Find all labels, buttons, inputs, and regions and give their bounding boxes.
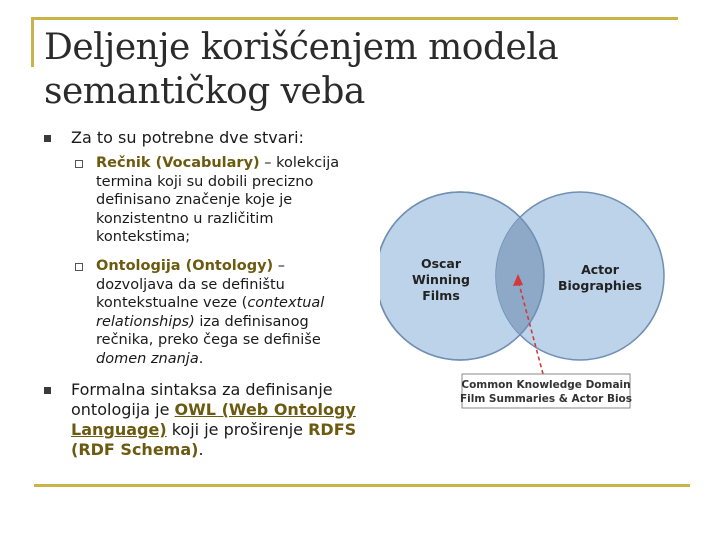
bullet-2-text xyxy=(71,380,371,460)
term-rdfs: RDFS (RDF Schema) xyxy=(71,420,357,459)
venn-left-label-3: Films xyxy=(422,288,460,303)
bullet-square-icon xyxy=(44,135,51,142)
venn-right-label-2: Biographies xyxy=(558,278,642,293)
sub-bullet-1-rest: – kolekcija termina koji su dobili precizno definisano značenje koje je konzistentno u različitim kontekstima; xyxy=(96,155,340,245)
sub-bullet-square-icon xyxy=(75,263,83,271)
frame-bottom-line xyxy=(34,484,690,487)
italic-contextual-relationships: contextual relationships) xyxy=(96,295,325,330)
sub-bullet-1 xyxy=(96,154,366,247)
bullet-1-text: Za to su potrebne dve stvari: xyxy=(71,128,304,147)
domain-box-line-1: Common Knowledge Domain xyxy=(461,379,631,391)
venn-right-label-1: Actor xyxy=(581,262,619,277)
term-ontology: Ontologija (Ontology) xyxy=(96,258,274,274)
slide-title xyxy=(44,26,644,114)
owl-link[interactable]: OWL (Web Ontology Language) xyxy=(71,400,356,439)
bullet-2-part-a: Formalna sintaksa za definisanje ontologija je xyxy=(71,380,333,419)
term-vocabulary: Rečnik (Vocabulary) xyxy=(96,155,260,171)
sub-bullet-2-part-b: iza definisanog rečnika, preko čega se definiše xyxy=(96,313,321,348)
bullet-2-part-b: koji je proširenje xyxy=(166,420,309,439)
sub-bullet-2-part-a: – dozvoljava da se definištu kontekstualne veze ( xyxy=(96,258,286,311)
bullet-square-icon xyxy=(44,387,51,394)
title-line-2: semantičkog veba xyxy=(44,71,365,112)
venn-diagram xyxy=(380,180,680,420)
frame-left-line xyxy=(31,17,34,67)
sub-bullet-2-part-c: . xyxy=(198,350,204,367)
sub-bullet-2 xyxy=(96,257,366,368)
italic-domen-znanja: domen znanja xyxy=(96,350,199,367)
venn-left-label-2: Winning xyxy=(411,272,471,287)
frame-top-line xyxy=(31,17,678,20)
domain-box-line-2: Film Summaries & Actor Bios xyxy=(459,393,633,405)
sub-bullet-square-icon xyxy=(75,160,83,168)
venn-left-label-1: Oscar xyxy=(420,256,462,271)
bullet-2-part-c: . xyxy=(198,440,204,459)
title-line-1: Deljenje korišćenjem modela xyxy=(44,27,559,68)
